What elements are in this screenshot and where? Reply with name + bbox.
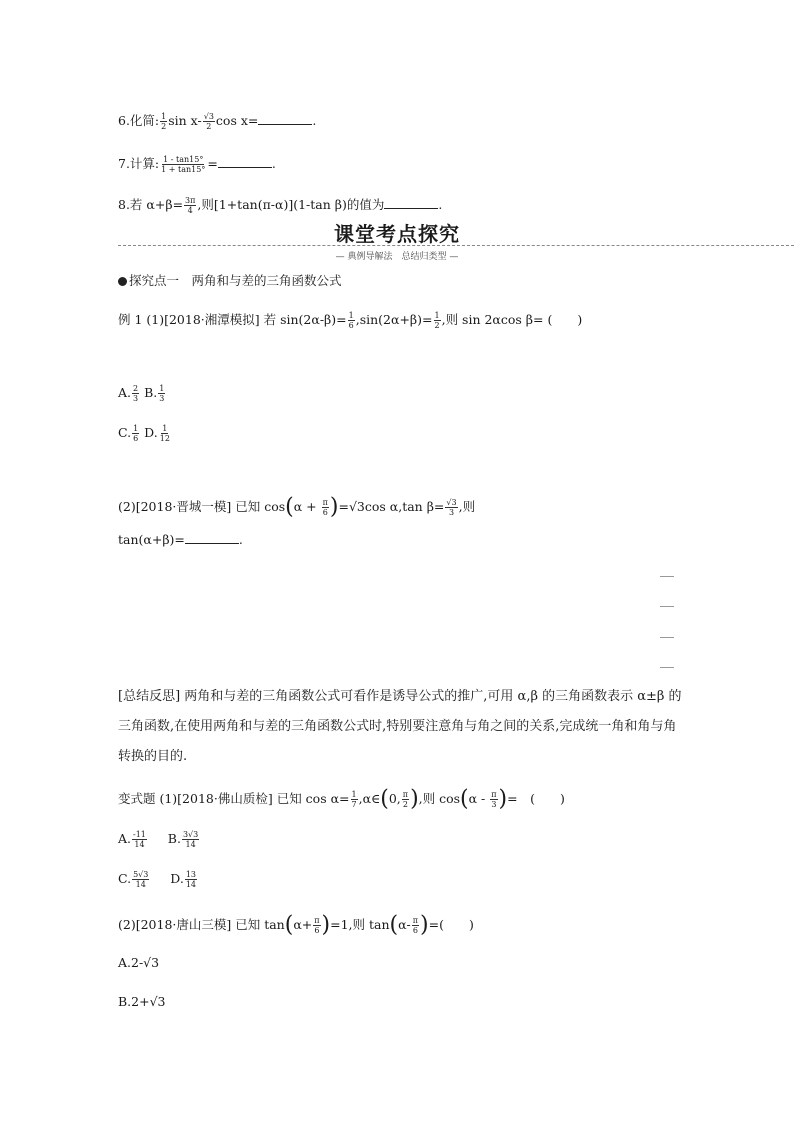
fraction: $\frac{1}{6}$: [348, 311, 354, 330]
variation-2: (2)[2018·唐山三模] 已知 tan(α+ $\frac{\pi}{6}$ )=1,则 tan(α- $\frac{\pi}{6}$ )=( ): [118, 912, 474, 938]
example-1-part-1: 例 1 (1)[2018·湘潭模拟] 若 sin(2α-β)= $\frac{1}{6}$ ,sin(2α+β)= $\frac{1}{2}$ ,则 sin 2αcos β= ( ): [118, 311, 583, 330]
q6-label: 6.化简:: [118, 113, 160, 128]
margin-dash: [660, 576, 674, 577]
question-6: 6.化简: $\frac{1}{2}$ sin x- $\frac{√3}{2}$ cos x= .: [118, 112, 317, 131]
options-ab: [118, 384, 166, 403]
answer-blank[interactable]: [384, 196, 438, 209]
variation-2-option-b[interactable]: B.2+√3: [118, 994, 166, 1009]
example-1-part-2: (2)[2018·晋城一模] 已知 cos(α + $\frac{\pi}{6}$ )=√3cos α,tan β= $\frac{√3}{3}$ ,则: [118, 494, 476, 520]
fraction: $\frac{1}{2}$: [161, 112, 167, 131]
fraction: $\frac{3\pi}{4}$: [185, 196, 196, 215]
variation-2-option-a[interactable]: A.2-√3: [118, 955, 160, 970]
option-a[interactable]: A. $\frac{2}{3}$: [118, 384, 139, 403]
option-c[interactable]: C. $\frac{5√3}{14}$: [118, 870, 149, 889]
fraction: $\frac{1 - \tan 15^\circ}{1 + \tan 15^\circ}$: [161, 155, 206, 174]
variation-1-options-cd: [118, 870, 198, 889]
fraction: $\frac{1}{2}$: [434, 311, 440, 330]
option-a[interactable]: A. $\frac{-11}{14}$: [118, 830, 146, 849]
question-7: 7.计算: $\frac{1 - \tan 15^\circ}{1 + \tan 15^\circ}$ = .: [118, 155, 276, 174]
variation-1: 变式题 (1)[2018·佛山质检] 已知 cos α= $\frac{1}{7}$ ,α∈(0, $\frac{\pi}{2}$ ),则 cos(α - $\frac{\pi}{3}$ )= ( ): [118, 786, 565, 812]
explore-point-heading: 探究点一 两角和与差的三角函数公式: [118, 271, 342, 289]
q7-label: 7.计算:: [118, 156, 160, 171]
option-b[interactable]: B. $\frac{1}{3}$: [144, 384, 165, 403]
section-title: 课堂考点探究: [334, 222, 460, 246]
summary-reflection: [总结反思] 两角和与差的三角函数公式可看作是诱导公式的推广,可用 α,β 的三角函数表示 α±β 的三角函数,在使用两角和与差的三角函数公式时,特别要注意角与角之间的关系,完成统一角和角与角转换的目的.: [118, 689, 682, 764]
q8-label: 8.若: [118, 197, 143, 212]
bullet-icon: [118, 277, 127, 286]
question-8: 8.若 α+β= $\frac{3\pi}{4}$ ,则[1+tan(π-α)](1-tan β)的值为 .: [118, 196, 443, 215]
example-1-part-2-answer: tan(α+β)= .: [118, 532, 243, 547]
divider: [118, 245, 794, 246]
options-cd: [118, 424, 172, 443]
option-b[interactable]: B. $\frac{3√3}{14}$: [167, 830, 199, 849]
answer-blank[interactable]: [218, 155, 272, 168]
fraction: $\frac{√3}{2}$: [203, 112, 214, 131]
option-d[interactable]: D. $\frac{13}{14}$: [170, 870, 196, 889]
option-c[interactable]: C. $\frac{1}{6}$: [118, 424, 139, 443]
answer-blank[interactable]: [185, 531, 239, 544]
margin-dash: [660, 606, 674, 607]
answer-blank[interactable]: [258, 112, 312, 125]
margin-dash: [660, 637, 674, 638]
section-subtitle: — 典例导解法 总结归类型 —: [335, 252, 459, 262]
option-d[interactable]: D. $\frac{1}{12}$: [144, 424, 170, 443]
margin-dash: [660, 667, 674, 668]
variation-1-options-ab: [118, 830, 200, 849]
